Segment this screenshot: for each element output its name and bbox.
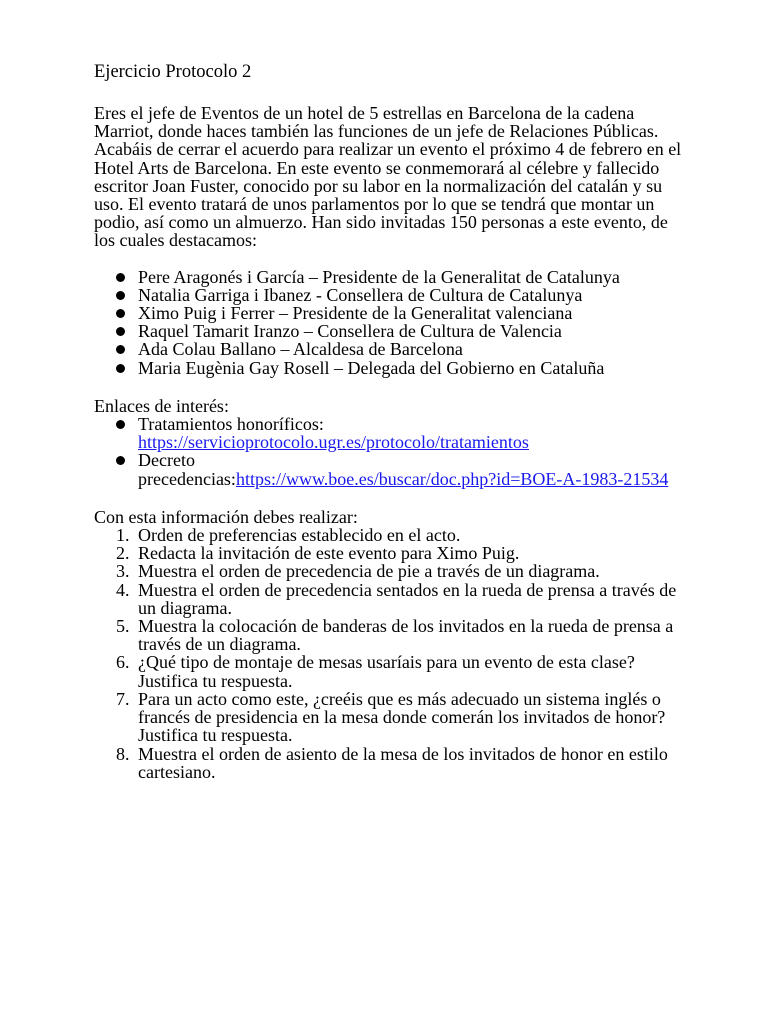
list-item xyxy=(94,526,684,544)
guest-text: Raquel Tamarit Iranzo – Consellera de Cultura de Valencia xyxy=(138,321,562,342)
tasks-heading: Con esta información debes realizar: xyxy=(94,506,358,527)
bullet-icon xyxy=(116,456,125,465)
task-text: Redacta la invitación de este evento para Ximo Puig. xyxy=(138,543,520,564)
bullet-icon xyxy=(116,327,125,336)
task-text: Muestra el orden de precedencia sentados en la rueda de prensa a través de un diagrama. xyxy=(138,579,677,618)
task-number: 3. xyxy=(116,561,130,582)
guest-text: Natalia Garriga i Ibanez - Consellera de Cultura de Catalunya xyxy=(138,284,583,305)
task-number: 1. xyxy=(116,525,130,546)
task-text: Muestra la colocación de banderas de los invitados en la rueda de prensa a través de un diagrama. xyxy=(138,616,674,655)
task-number: 8. xyxy=(116,743,130,764)
tratamientos-link[interactable]: https://servicioprotocolo.ugr.es/protocolo/tratamientos xyxy=(138,432,529,453)
task-text: Para un acto como este, ¿creéis que es más adecuado un sistema inglés o francés de presidencia en la mesa donde comerán los invitados de honor? Justifica tu respuesta. xyxy=(138,688,666,746)
bullet-icon xyxy=(116,309,125,318)
list-item xyxy=(94,562,684,580)
bullet-icon xyxy=(116,364,125,373)
list-item xyxy=(94,359,684,377)
task-number: 6. xyxy=(116,652,130,673)
list-item xyxy=(94,451,684,487)
guest-text: Ximo Puig i Ferrer – Presidente de la Generalitat valenciana xyxy=(138,303,573,324)
task-text: Muestra el orden de precedencia de pie a través de un diagrama. xyxy=(138,561,600,582)
bullet-icon xyxy=(116,273,125,282)
list-item xyxy=(94,544,684,562)
list-item xyxy=(94,581,684,617)
list-item xyxy=(94,340,684,358)
task-number: 7. xyxy=(116,688,130,709)
task-number: 5. xyxy=(116,616,130,637)
page-title: Ejercicio Protocolo 2 xyxy=(94,62,252,82)
guest-text: Ada Colau Ballano – Alcaldesa de Barcelona xyxy=(138,339,463,360)
link-label: Tratamientos honoríficos: xyxy=(138,414,324,435)
list-item xyxy=(94,268,684,286)
links-heading: Enlaces de interés: xyxy=(94,395,229,416)
guest-text: Maria Eugènia Gay Rosell – Delegada del Gobierno en Cataluña xyxy=(138,357,605,378)
guest-list xyxy=(94,268,684,377)
document-page xyxy=(94,62,684,781)
task-text: Muestra el orden de asiento de la mesa de los invitados de honor en estilo cartesiano. xyxy=(138,743,668,782)
list-item xyxy=(94,653,684,689)
list-item xyxy=(94,745,684,781)
task-list xyxy=(94,526,684,781)
bullet-icon xyxy=(116,420,125,429)
bullet-icon xyxy=(116,345,125,354)
task-text: Orden de preferencias establecido en el acto. xyxy=(138,525,461,546)
list-item xyxy=(94,415,684,451)
list-item xyxy=(94,690,684,745)
list-item xyxy=(94,286,684,304)
task-number: 4. xyxy=(116,579,130,600)
list-item xyxy=(94,304,684,322)
list-item xyxy=(94,322,684,340)
task-number: 2. xyxy=(116,543,130,564)
link-label: Decreto precedencias: xyxy=(138,450,236,489)
boe-decreto-link[interactable]: https://www.boe.es/buscar/doc.php?id=BOE-A-1983-21534 xyxy=(235,468,669,489)
guest-text: Pere Aragonés i García – Presidente de la Generalitat de Catalunya xyxy=(138,266,620,287)
task-text: ¿Qué tipo de montaje de mesas usaríais para un evento de esta clase? Justifica tu respuesta. xyxy=(138,652,635,691)
bullet-icon xyxy=(116,291,125,300)
list-item xyxy=(94,617,684,653)
links-list xyxy=(94,415,684,488)
intro-paragraph: Eres el jefe de Eventos de un hotel de 5 estrellas en Barcelona de la cadena Marriot, donde haces también las funciones de un jefe de Relaciones Públicas. Acabáis de cerrar el acuerdo para realizar un evento el próximo 4 de febrero en el Hotel Arts de Barcelona. En este evento se conmemorará al célebre y fallecido escritor Joan Fuster, conocido por su labor en la normalización del catalán y su uso. El evento tratará de unos parlamentos por lo que se tendrá que montar un podio, así como un almuerzo. Han sido invitadas 150 personas a este evento, de los cuales destacamos: xyxy=(94,103,682,251)
